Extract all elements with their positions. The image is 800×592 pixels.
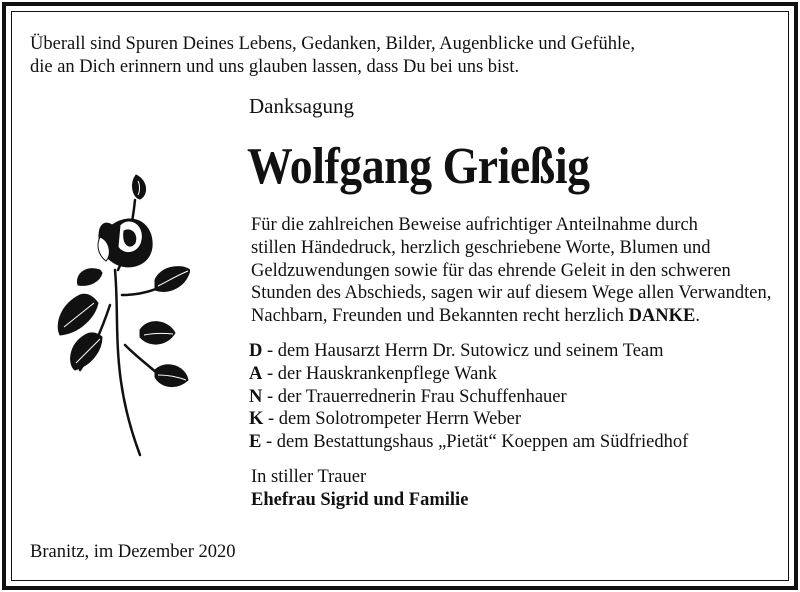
danke-emphasis: DANKE xyxy=(628,306,696,327)
paragraph-line-2: stillen Händedruck, herzlich geschriebene Worte, Blumen und xyxy=(251,237,711,258)
acrostic-row xyxy=(249,408,688,431)
acrostic-letter: D xyxy=(249,341,263,361)
acrostic-text: - der Trauerrednerin Frau Schuffenhauer xyxy=(262,386,567,407)
deceased-name: Wolfgang Grießig xyxy=(247,138,590,195)
acrostic-text: - dem Bestattungshaus „Pietät“ Koeppen am Südfriedhof xyxy=(261,432,689,453)
acrostic-row xyxy=(249,340,688,363)
paragraph-line-1: Für die zahlreichen Beweise aufrichtiger Anteilnahme durch xyxy=(251,215,698,235)
acrostic-text: - dem Solotrompeter Herrn Weber xyxy=(263,409,521,430)
heading: Danksagung xyxy=(249,94,354,118)
paragraph-line-5-period: . xyxy=(695,306,700,327)
acrostic-text: - dem Hausarzt Herrn Dr. Sutowicz und seinem Team xyxy=(262,341,664,361)
acrostic-text: - der Hauskrankenpflege Wank xyxy=(262,363,497,384)
intro-verse xyxy=(30,33,635,79)
acrostic-letter: A xyxy=(249,363,263,384)
place-date: Branitz, im Dezember 2020 xyxy=(30,542,236,562)
family-signature: Ehefrau Sigrid und Familie xyxy=(251,490,469,510)
rose-icon xyxy=(40,155,190,465)
acrostic-row xyxy=(249,386,688,409)
acrostic-row xyxy=(249,431,688,454)
danke-acrostic-list xyxy=(249,340,688,454)
intro-line-2: die an Dich erinnern und uns glauben lassen, dass Du bei uns bist. xyxy=(30,57,520,77)
acrostic-letter: K xyxy=(249,409,264,430)
acrostic-letter: E xyxy=(249,432,262,453)
thanks-paragraph xyxy=(251,214,771,328)
acrostic-letter: N xyxy=(249,386,263,407)
closing-signature xyxy=(251,466,468,512)
paragraph-line-5-text: Nachbarn, Freunden und Bekannten recht herzlich xyxy=(251,306,629,327)
acrostic-row xyxy=(249,363,688,386)
paragraph-line-3: Geldzuwendungen sowie für das ehrende Geleit in den schweren xyxy=(251,260,731,281)
paragraph-line-4: Stunden des Abschieds, sagen wir auf diesem Wege allen Verwandten, xyxy=(251,283,772,304)
paragraph-line-5 xyxy=(251,305,771,328)
intro-line-1: Überall sind Spuren Deines Lebens, Gedanken, Bilder, Augenblicke und Gefühle, xyxy=(30,34,635,54)
mourning-line: In stiller Trauer xyxy=(251,467,367,487)
